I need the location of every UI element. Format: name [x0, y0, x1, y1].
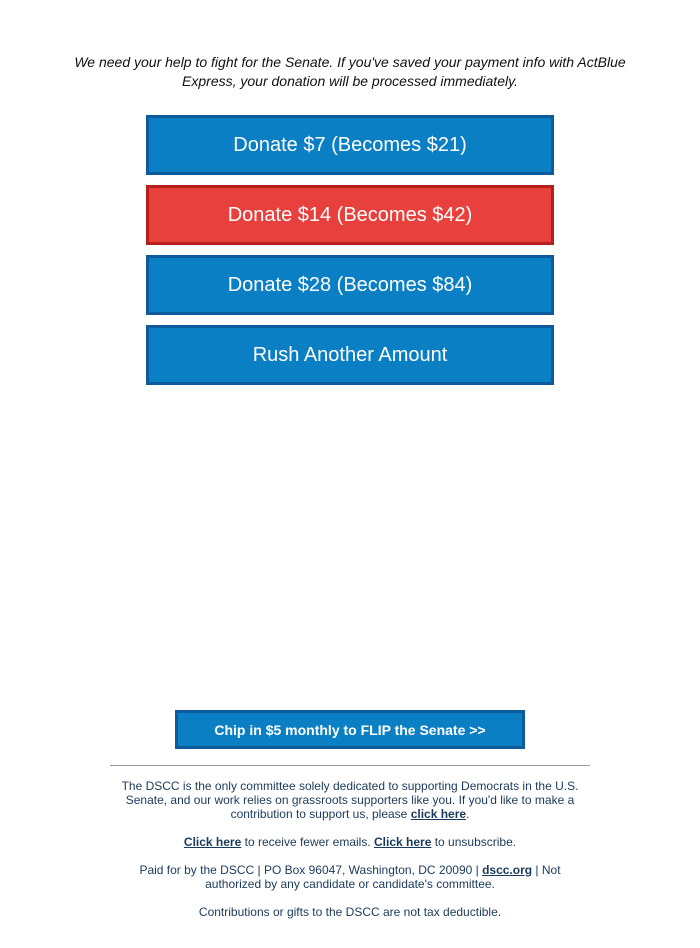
footer-about-body: The DSCC is the only committee solely dedicated to supporting Democrats in the U.S. Senate, and our work relies on grassroots supporters like you. If you'd like to make a contribution to support us, please: [121, 779, 579, 821]
donate-28-button[interactable]: Donate $28 (Becomes $84): [146, 255, 554, 315]
donate-14-button[interactable]: Donate $14 (Becomes $42): [146, 185, 554, 245]
intro-text: We need your help to fight for the Senate. If you've saved your payment info with ActBlue Express, your donation will be processed immediately.: [74, 54, 626, 89]
paid-for-text: Paid for by the DSCC | PO Box 96047, Washington, DC 20090 |: [139, 863, 483, 877]
donate-7-button[interactable]: Donate $7 (Becomes $21): [146, 115, 554, 175]
footer-paid-for: [110, 863, 590, 891]
footer-divider: [110, 765, 590, 766]
footer-email-prefs: [110, 835, 590, 849]
paid-for-end: | Not authorized by any candidate or candidate's committee.: [205, 863, 561, 891]
footer-about-end: .: [466, 807, 470, 821]
fewer-emails-link[interactable]: Click here: [183, 835, 242, 849]
fewer-emails-text: to receive fewer emails.: [241, 835, 374, 849]
unsubscribe-text: to unsubscribe.: [431, 835, 517, 849]
unsubscribe-link[interactable]: Click here: [374, 835, 432, 849]
chip-monthly-button[interactable]: Chip in $5 monthly to FLIP the Senate >>: [175, 710, 525, 749]
footer-tax-note: Contributions or gifts to the DSCC are not tax deductible.: [198, 905, 502, 919]
contribute-link[interactable]: click here: [410, 807, 467, 821]
footer-about-text: [110, 779, 590, 821]
dscc-site-link[interactable]: dscc.org: [482, 863, 533, 877]
rush-another-amount-button[interactable]: Rush Another Amount: [146, 325, 554, 385]
